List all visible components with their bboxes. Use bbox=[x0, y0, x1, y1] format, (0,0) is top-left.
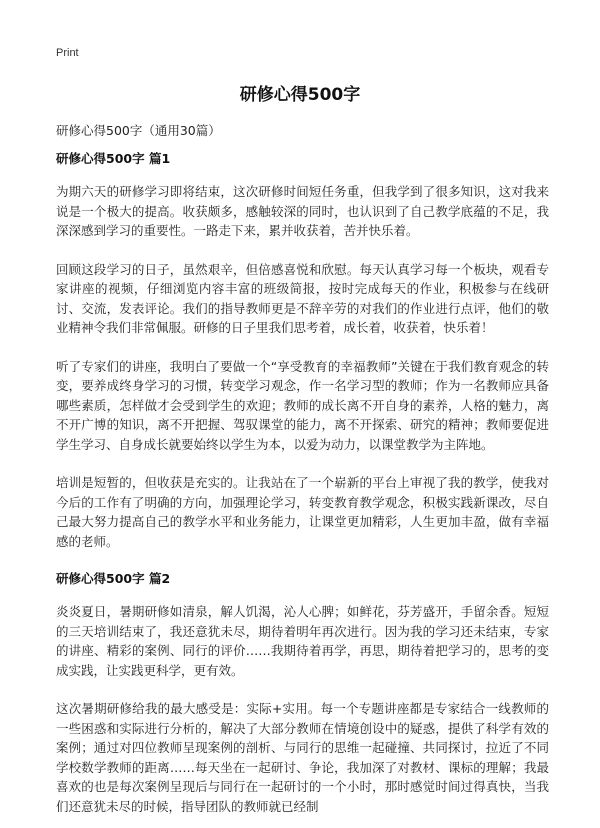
paragraph: 听了专家们的讲座，我明白了要做一个“享受教育的幸福教师”关键在于我们教育观念的转变，要养成终身学习的习惯，转变学习观念，作一名学习型的教师；作为一名教师应具备哪些素质，怎样做才会受到学生的欢迎；教师的成长离不开自身的素养，人格的魅力，离不开广博的知识，离不开把握、驾驭课堂的能力，离不开探索、研究的精神；教师要促进学生学习、自身成长就要始终以学生为本，以爱为动力，以课堂教学为主阵地。 bbox=[56, 358, 549, 452]
section-heading-1: 研修心得500字 篇1 bbox=[56, 151, 171, 166]
print-link[interactable]: Print bbox=[56, 47, 79, 59]
paragraph: 炎炎夏日，暑期研修如清泉，解人饥渴，沁人心脾；如鲜花，芬芳盛开，手留余香。短短的三天培训结束了，我还意犹未尽，期待着明年再次进行。因为我的学习还未结束，专家的讲座、精彩的案例、同行的评价……我期待着再学，再思，期待着把学习的，思考的变成实践，让实践更科学，更有效。 bbox=[56, 604, 549, 678]
section-heading-2: 研修心得500字 篇2 bbox=[56, 571, 171, 586]
page-title: 研修心得500字 bbox=[239, 85, 361, 105]
document-body bbox=[56, 150, 549, 828]
paragraph: 这次暑期研修给我的最大感受是：实际+实用。每一个专题讲座都是专家结合一线教师的一些困惑和实际进行分析的，解决了大部分教师在情境创设中的疑惑，提供了科学有效的案例；通过对四位教师呈现案例的剖析、与同行的思维一起碰撞、共同探讨，拉近了不同学校数学教师的距离……每天坐在一起研讨、争论，我加深了对教材、课标的理解；我最喜欢的也是每次案例呈现后与同行在一起研讨的一个小时，那时感觉时间过得真快，当我们还意犹未尽的时候，指导团队的教师就已经制 bbox=[56, 701, 549, 814]
paragraph: 回顾这段学习的日子，虽然艰辛，但倍感喜悦和欣慰。每天认真学习每一个板块，观看专家讲座的视频，仔细浏览内容丰富的班级简报，按时完成每天的作业，积极参与在线研讨、交流，发表评论。我们的指导教师更是不辞辛劳的对我们的作业进行点评，他们的敬业精神令我们非常佩服。研修的日子里我们思考着，成长着，收获着，快乐着！ bbox=[56, 261, 549, 335]
paragraph: 为期六天的研修学习即将结束，这次研修时间短任务重，但我学到了很多知识，这对我来说是一个极大的提高。收获颇多，感触较深的同时，也认识到了自己教学底蕴的不足，我深深感到学习的重要性。一路走下来，累并收获着，苦并快乐着。 bbox=[56, 184, 549, 238]
document-subtitle: 研修心得500字（通用30篇） bbox=[56, 123, 221, 138]
paragraph: 培训是短暂的，但收获是充实的。让我站在了一个崭新的平台上审视了我的教学，使我对今后的工作有了明确的方向，加强理论学习，转变教育教学观念，积极实践新课改，尽自己最大努力提高自己的教学水平和业务能力，让课堂更加精彩，人生更加丰盈，做有幸福感的老师。 bbox=[56, 475, 549, 549]
